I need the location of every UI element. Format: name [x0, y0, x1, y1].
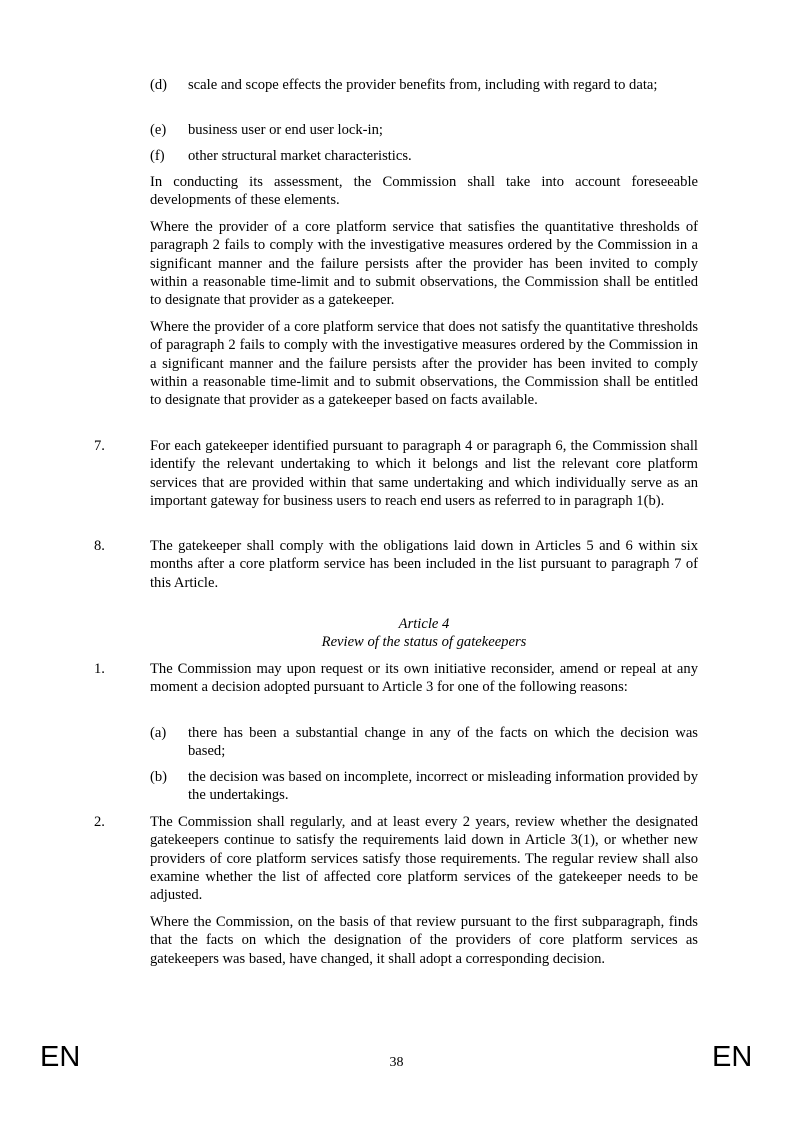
item-text: the decision was based on incomplete, incorrect or misleading information provided by the undertakings.: [188, 769, 698, 804]
point-number-7: 7.: [94, 438, 105, 454]
list-item-b: [150, 768, 698, 805]
paragraph-assessment: In conducting its assessment, the Commission shall take into account foreseeable developments of these elements.: [150, 174, 698, 209]
item-label: (b): [150, 769, 168, 785]
article-number: Article 4: [398, 616, 450, 632]
point-number-1: 1.: [94, 661, 105, 677]
language-code-right: EN: [712, 1041, 753, 1073]
item-label: (d): [150, 77, 168, 93]
item-label: (f): [150, 148, 165, 164]
item-text: there has been a substantial change in any of the facts on which the decision was based;: [188, 725, 698, 760]
paragraph-review-decision: Where the Commission, on the basis of that review pursuant to the first subparagraph, finds that the facts on which the designation of the providers of core platform services as gatekeepers was based, have changed, it shall adopt a corresponding decision.: [150, 914, 698, 967]
article-title: Review of the status of gatekeepers: [321, 634, 527, 650]
paragraph-satisfies-thresholds: Where the provider of a core platform service that satisfies the quantitative thresholds of paragraph 2 fails to comply with the investigative measures ordered by the Commission in a significant manner and the failure persists after the provider has been invited to comply within a reasonable time-limit and to submit observations, the Commission shall be entitled to designate that provider as a gatekeeper.: [150, 219, 698, 309]
list-item-a: [150, 724, 698, 761]
item-label: (e): [150, 122, 167, 138]
list-item-e: [150, 121, 698, 139]
paragraph-not-satisfies-thresholds: Where the provider of a core platform service that does not satisfy the quantitative thresholds of paragraph 2 fails to comply with the investigative measures ordered by the Commission in a significant manner and the failure persists after the provider has been invited to comply within a reasonable time-limit and to submit observations, the Commission shall be entitled to designate that provider as a gatekeeper based on facts available.: [150, 319, 698, 409]
point-number-2: 2.: [94, 814, 105, 830]
language-code-left: EN: [40, 1041, 81, 1073]
list-item-d: [150, 76, 698, 94]
list-item-f: [150, 147, 698, 165]
item-text: scale and scope effects the provider benefits from, including with regard to data;: [188, 77, 658, 93]
point-1-text: The Commission may upon request or its own initiative reconsider, amend or repeal at any moment a decision adopted pursuant to Article 3 for one of the following reasons:: [150, 661, 698, 696]
point-8-text: The gatekeeper shall comply with the obligations laid down in Articles 5 and 6 within six months after a core platform service has been included in the list pursuant to paragraph 7 of this Article.: [150, 538, 698, 591]
point-number-8: 8.: [94, 538, 105, 554]
point-2-text: The Commission shall regularly, and at least every 2 years, review whether the designated gatekeepers continue to satisfy the requirements laid down in Article 3(1), or whether new providers of core platform services satisfy those requirements. The regular review shall also examine whether the list of affected core platform services of the gatekeeper needs to be adjusted.: [150, 814, 698, 904]
item-text: other structural market characteristics.: [188, 148, 412, 164]
page-number: 38: [389, 1055, 404, 1070]
point-7-text: For each gatekeeper identified pursuant to paragraph 4 or paragraph 6, the Commission shall identify the relevant undertaking to which it belongs and list the relevant core platform services that are provided within that same undertaking and which individually serve as an important gateway for business users to reach end users as referred to in paragraph 1(b).: [150, 438, 698, 509]
item-label: (a): [150, 725, 167, 741]
item-text: business user or end user lock-in;: [188, 122, 383, 138]
